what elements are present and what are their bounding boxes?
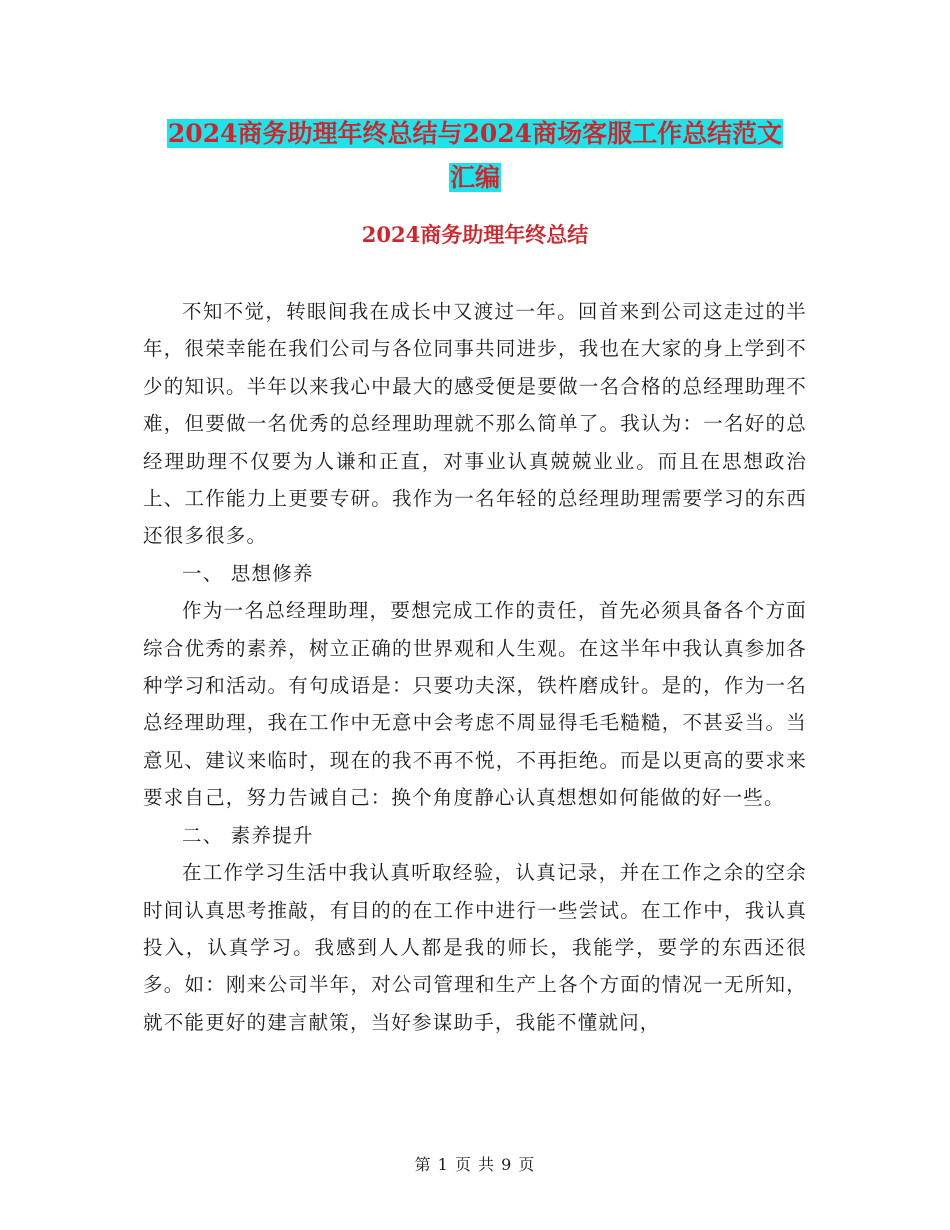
paragraph-intro: 不知不觉，转眼间我在成长中又渡过一年。回首来到公司这走过的半年，很荣幸能在我们公司与各位同事共同进步，我也在大家的身上学到不少的知识。半年以来我心中最大的感受便是要做一名合格的总经理助理不难，但要做一名优秀的总经理助理就不那么简单了。我认为：一名好的总经理助理不仅要为人谦和正直，对事业认真兢兢业业。而且在思想政治上、工作能力上更要专研。我作为一名年轻的总经理助理需要学习的东西还很多很多。 xyxy=(143,300,807,548)
document-body xyxy=(143,293,807,1041)
title-line-1: 2024商务助理年终总结与2024商场客服工作总结范文 xyxy=(167,119,783,148)
paragraph-ideology: 作为一名总经理助理，要想完成工作的责任，首先必须具备各个方面综合优秀的素养，树立正确的世界观和人生观。在这半年中我认真参加各种学习和活动。有句成语是：只要功夫深，铁杵磨成针。是的，作为一名总经理助理，我在工作中无意中会考虑不周显得毛毛糙糙，不甚妥当。当意见、建议来临时，现在的我不再不悦，不再拒绝。而是以更高的要求来要求自己，努力告诫自己：换个角度静心认真想想如何能做的好一些。 xyxy=(143,599,807,810)
page-footer xyxy=(0,1152,950,1175)
title-line-2: 汇编 xyxy=(449,163,500,192)
section-title: 2024商务助理年终总结 xyxy=(361,222,589,247)
document-title xyxy=(140,112,810,200)
page-number-label: 第 1 页 共 9 页 xyxy=(414,1155,536,1174)
heading-ideology: 一、 思想修养 xyxy=(182,561,314,585)
paragraph-quality: 在工作学习生活中我认真听取经验，认真记录，并在工作之余的空余时间认真思考推敲，有目的的在工作中进行一些尝试。在工作中，我认真投入，认真学习。我感到人人都是我的师长，我能学，要学的东西还很多。如：刚来公司半年，对公司管理和生产上各个方面的情况一无所知，就不能更好的建言献策，当好参谋助手，我能不懂就问， xyxy=(143,861,807,1034)
heading-quality: 二、 素养提升 xyxy=(182,823,314,847)
